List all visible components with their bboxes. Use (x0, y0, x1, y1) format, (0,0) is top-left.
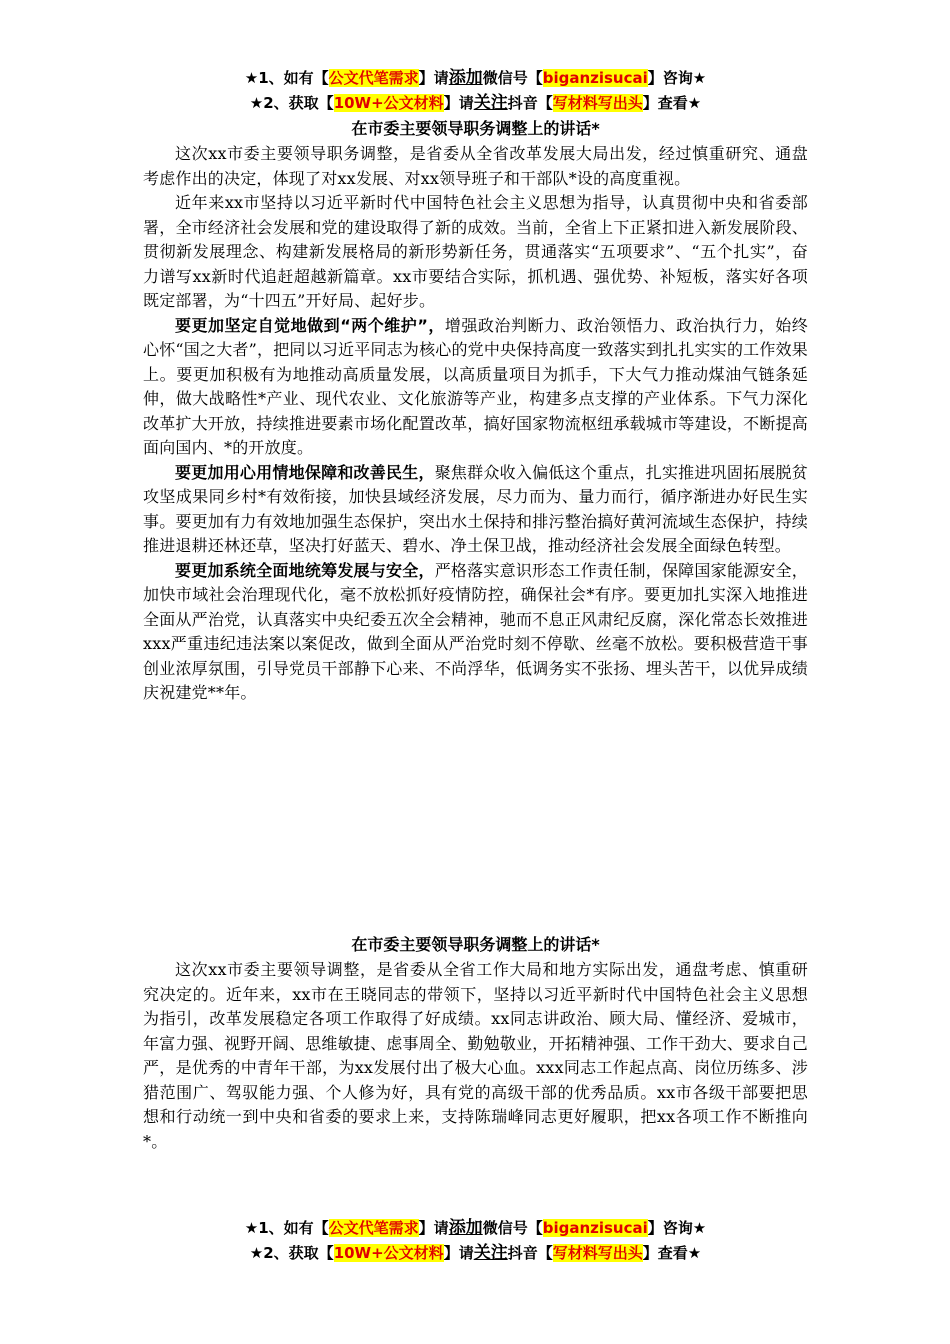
banner-text: ★1、如有【 (244, 69, 329, 87)
banner-underline: 添加 (448, 1218, 483, 1238)
banner-text: 】查看★ (642, 94, 702, 112)
speech-2-paragraph-1: 这次xx市委主要领导调整，是省委从全省工作大局和地方实际出发，通盘考虑、慎重研究决定的。近年来，xx市在王晓同志的带领下，坚持以习近平新时代中国特色社会主义思想为指引，改革发展稳定各项工作取得了好成绩。xx同志讲政治、顾大局、懂经济、爱城市，年富力强、视野开阔、思维敏捷、虑事周全、勤勉敬业，开拓精神强、工作干劲大、要求自己严，是优秀的中青年干部，为xx发展付出了极大心血。xxx同志工作起点高、岗位历练多、涉猎范围广、驾驭能力强、个人修为好，具有党的高级干部的优秀品质。xx市各级干部要把思想和行动统一到中央和省委的要求上来，支持陈瑞峰同志更好履职，把xx各项工作不断推向*。 (143, 960, 808, 1151)
banner-highlight: 公文代笔需求 (328, 1219, 419, 1237)
banner-underline: 关注 (473, 1243, 508, 1263)
banner-line-1 (143, 66, 808, 91)
banner-text: 】请 (418, 1219, 449, 1237)
paragraph-lead: 要更加坚定自觉地做到“两个维护”， (175, 315, 445, 335)
banner-underline: 添加 (448, 68, 483, 88)
banner-text: 抖音【 (507, 94, 553, 112)
banner-highlight: 写材料写出头 (552, 1244, 643, 1262)
banner-highlight: 10W+公文材料 (333, 94, 444, 112)
banner-text: 】查看★ (642, 1244, 702, 1262)
banner-text: ★2、获取【 (249, 1244, 334, 1262)
banner-highlight: 10W+公文材料 (333, 1244, 444, 1262)
banner-text: 】咨询★ (647, 69, 707, 87)
banner-line-2 (143, 91, 808, 116)
banner-text: ★2、获取【 (249, 94, 334, 112)
paragraph-body: 严格落实意识形态工作责任制，保障国家能源安全，加快市域社会治理现代化，毫不放松抓好疫情防控，确保社会*有序。要更加扎实深入地推进全面从严治党，认真落实中央纪委五次全会精神，驰而不息正风肃纪反腐，深化常态长效推进xxx严重违纪违法案以案促改，做到全面从严治党时刻不停歇、丝毫不放松。要积极营造干事创业浓厚氛围，引导党员干部静下心来、不尚浮华，低调务实不张扬、埋头苦干，以优异成绩庆祝建党**年。 (143, 560, 808, 702)
speech-1-paragraph-2: 近年来xx市坚持以习近平新时代中国特色社会主义思想为指导，认真贯彻中央和省委部署，全市经济社会发展和党的建设取得了新的成效。当前，全省上下正紧扣进入新发展阶段、贯彻新发展理念、构建新发展格局的新形势新任务，贯通落实“五项要求”、“五个扎实”，奋力谱写xx新时代追赶超越新篇章。xx市要结合实际，抓机遇、强优势、补短板，落实好各项既定部署，为“十四五”开好局、起好步。 (143, 193, 808, 310)
speech-1-title: 在市委主要领导职务调整上的讲话* (351, 119, 600, 138)
speech-1-paragraph-1: 这次xx市委主要领导职务调整，是省委从全省改革发展大局出发，经过慎重研究、通盘考虑作出的决定，体现了对xx发展、对xx领导班子和干部队*设的高度重视。 (143, 144, 808, 188)
footer-line-1 (143, 1216, 808, 1241)
banner-highlight: 写材料写出头 (552, 94, 643, 112)
banner-text: ★1、如有【 (244, 1219, 329, 1237)
speech-2 (143, 932, 808, 1154)
speech-1-paragraph-5 (143, 559, 808, 706)
footer-banner (143, 1216, 808, 1266)
paragraph-lead: 要更加用心用情地保障和改善民生， (175, 462, 435, 482)
speech-1-paragraph-3 (143, 314, 808, 461)
paragraph-body: 增强政治判断力、政治领悟力、政治执行力，始终心怀“国之大者”，把同以习近平同志为核心的党中央保持高度一致落实到扎扎实实的工作效果上。要更加积极有为地推动高质量发展，以高质量项目为抓手，下大气力推动煤油气链条延伸，做大战略性*产业、现代农业、文化旅游等产业，构建多点支撑的产业体系。下气力深化改革扩大开放，持续推进要素市场化配置改革，搞好国家物流枢纽承载城市等建设，不断提高面向国内、*的开放度。 (143, 315, 808, 457)
banner-text: 】请 (443, 94, 474, 112)
speech-2-title: 在市委主要领导职务调整上的讲话* (351, 935, 600, 954)
paragraph-body: 聚焦群众收入偏低这个重点，扎实推进巩固拓展脱贫攻坚成果同乡村*有效衔接，加快县域经济发展，尽力而为、量力而行，循序渐进办好民生实事。要更加有力有效地加强生态保护，突出水土保持和排污整治搞好黄河流域生态保护，持续推进退耕还林还草，坚决打好蓝天、碧水、净土保卫战，推动经济社会发展全面绿色转型。 (143, 462, 808, 555)
banner-text: 微信号【 (482, 1219, 543, 1237)
speech-1-paragraph-4 (143, 461, 808, 559)
banner-text: 微信号【 (482, 69, 543, 87)
banner-text: 】请 (418, 69, 449, 87)
banner-text: 】咨询★ (647, 1219, 707, 1237)
banner-text: 抖音【 (507, 1244, 553, 1262)
paragraph-lead: 要更加系统全面地统筹发展与安全， (175, 560, 435, 580)
footer-line-2 (143, 1241, 808, 1266)
banner-text: 】请 (443, 1244, 474, 1262)
banner-underline: 关注 (473, 93, 508, 113)
page-top (143, 66, 808, 706)
banner-highlight: biganzisucai (542, 1219, 648, 1237)
banner-highlight: biganzisucai (542, 69, 648, 87)
banner-highlight: 公文代笔需求 (328, 69, 419, 87)
